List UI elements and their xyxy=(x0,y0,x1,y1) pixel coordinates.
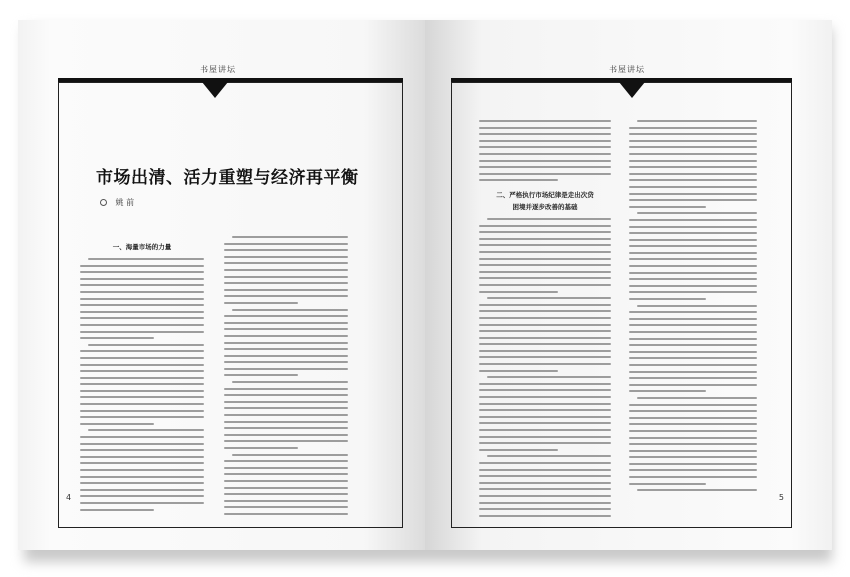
header-triangle-icon xyxy=(619,82,645,98)
text-line xyxy=(629,166,757,168)
body-text-column xyxy=(479,120,611,186)
text-line xyxy=(80,436,204,438)
text-line xyxy=(479,389,611,391)
text-line xyxy=(629,173,757,175)
text-line xyxy=(479,462,611,464)
text-line xyxy=(88,344,204,346)
text-line xyxy=(479,350,611,352)
text-line xyxy=(80,449,204,451)
text-line xyxy=(487,218,611,220)
text-line xyxy=(629,265,757,267)
text-line xyxy=(479,515,611,517)
text-line xyxy=(629,371,757,373)
text-line xyxy=(224,282,348,284)
author-name: 姚 前 xyxy=(115,198,135,207)
text-line xyxy=(224,480,348,482)
text-line xyxy=(629,377,757,379)
text-line xyxy=(479,508,611,510)
text-line xyxy=(629,404,757,406)
text-line xyxy=(80,456,204,458)
text-line xyxy=(80,357,204,359)
body-text-column xyxy=(629,120,757,496)
text-line xyxy=(629,437,757,439)
text-line xyxy=(479,422,611,424)
text-line xyxy=(479,310,611,312)
text-line xyxy=(224,440,348,442)
section-label: 书屋讲坛 xyxy=(200,65,236,74)
text-line xyxy=(88,429,204,431)
text-line xyxy=(232,381,348,383)
text-line xyxy=(80,482,204,484)
text-line xyxy=(629,331,757,333)
text-line xyxy=(80,416,204,418)
text-line xyxy=(232,454,348,456)
text-line xyxy=(479,343,611,345)
text-line xyxy=(80,324,204,326)
text-line xyxy=(479,363,611,365)
text-line xyxy=(629,351,757,353)
text-line xyxy=(637,397,757,399)
text-line xyxy=(224,513,348,515)
text-line xyxy=(224,348,348,350)
text-line xyxy=(80,443,204,445)
text-line xyxy=(479,495,611,497)
text-line xyxy=(80,403,204,405)
text-line xyxy=(479,258,611,260)
text-line xyxy=(80,350,204,352)
body-text-column xyxy=(479,218,611,521)
article-title: 市场出清、活力重塑与经济再平衡 xyxy=(96,168,359,188)
text-line xyxy=(487,376,611,378)
text-line xyxy=(629,160,757,162)
text-line xyxy=(224,374,298,376)
text-line xyxy=(224,262,348,264)
text-line xyxy=(80,396,204,398)
text-line xyxy=(224,315,348,317)
author-row xyxy=(100,197,134,208)
left-page xyxy=(18,20,425,550)
text-line xyxy=(629,127,757,129)
text-line xyxy=(80,489,204,491)
page-number: 5 xyxy=(778,493,784,502)
text-line xyxy=(224,487,348,489)
text-line xyxy=(629,311,757,313)
page-number: 4 xyxy=(66,493,72,502)
text-line xyxy=(629,239,757,241)
text-line xyxy=(629,476,757,478)
text-line xyxy=(479,251,611,253)
text-line xyxy=(80,337,154,339)
header-triangle-icon xyxy=(202,82,228,98)
text-line xyxy=(224,355,348,357)
text-line xyxy=(80,311,204,313)
magazine-spread xyxy=(18,20,832,560)
text-line xyxy=(479,244,611,246)
text-line xyxy=(629,384,757,386)
text-line xyxy=(224,289,348,291)
text-line xyxy=(629,232,757,234)
text-line xyxy=(224,256,348,258)
text-line xyxy=(629,456,757,458)
text-line xyxy=(479,291,558,293)
text-line xyxy=(224,421,348,423)
text-line xyxy=(224,295,348,297)
text-line xyxy=(629,344,757,346)
text-line xyxy=(232,236,348,238)
text-line xyxy=(629,278,757,280)
text-line xyxy=(224,473,348,475)
text-line xyxy=(629,430,757,432)
text-line xyxy=(479,442,611,444)
text-line xyxy=(80,469,204,471)
text-line xyxy=(479,133,611,135)
text-line xyxy=(80,331,204,333)
text-line xyxy=(479,264,611,266)
text-line xyxy=(629,272,757,274)
text-line xyxy=(479,238,611,240)
text-line xyxy=(479,416,611,418)
text-line xyxy=(479,449,558,451)
text-line xyxy=(637,120,757,122)
text-line xyxy=(224,342,348,344)
text-line xyxy=(80,410,204,412)
text-line xyxy=(479,502,611,504)
text-line xyxy=(479,403,611,405)
column-heading-line: 困境并逐步改善的基础 xyxy=(512,203,578,211)
text-line xyxy=(479,488,611,490)
author-bullet-icon xyxy=(100,199,107,206)
text-line xyxy=(629,357,757,359)
text-line xyxy=(629,146,757,148)
text-line xyxy=(224,407,348,409)
text-line xyxy=(629,285,757,287)
text-line xyxy=(629,199,757,201)
text-line xyxy=(629,245,757,247)
text-line xyxy=(629,193,757,195)
text-line xyxy=(80,304,204,306)
text-line xyxy=(224,506,348,508)
text-line xyxy=(232,309,348,311)
text-line xyxy=(224,447,298,449)
text-line xyxy=(629,390,706,392)
text-line xyxy=(479,436,611,438)
text-line xyxy=(224,302,298,304)
text-line xyxy=(224,401,348,403)
text-line xyxy=(224,434,348,436)
text-line xyxy=(224,249,348,251)
text-line xyxy=(629,206,706,208)
text-line xyxy=(479,277,611,279)
text-line xyxy=(224,328,348,330)
column-heading: 一、海量市场的力量 xyxy=(112,243,172,251)
text-line xyxy=(80,291,204,293)
text-line xyxy=(224,414,348,416)
text-line xyxy=(629,153,757,155)
text-line xyxy=(479,469,611,471)
text-line xyxy=(637,489,757,491)
text-line xyxy=(479,120,611,122)
text-line xyxy=(479,337,611,339)
text-line xyxy=(629,324,757,326)
text-line xyxy=(80,317,204,319)
text-line xyxy=(629,410,757,412)
text-line xyxy=(224,361,348,363)
text-line xyxy=(224,467,348,469)
text-line xyxy=(629,252,757,254)
text-line xyxy=(479,173,611,175)
text-line xyxy=(637,305,757,307)
text-line xyxy=(80,278,204,280)
text-line xyxy=(629,291,757,293)
text-line xyxy=(80,364,204,366)
text-line xyxy=(479,153,611,155)
text-line xyxy=(80,495,204,497)
text-line xyxy=(224,276,348,278)
text-line xyxy=(629,133,757,135)
text-line xyxy=(479,284,611,286)
text-line xyxy=(479,370,558,372)
text-line xyxy=(224,394,348,396)
text-line xyxy=(224,335,348,337)
text-line xyxy=(629,463,757,465)
text-line xyxy=(479,429,611,431)
right-page xyxy=(425,20,832,550)
text-line xyxy=(224,269,348,271)
text-line xyxy=(629,258,757,260)
text-line xyxy=(80,390,204,392)
text-line xyxy=(629,226,757,228)
text-line xyxy=(80,476,204,478)
text-line xyxy=(629,483,706,485)
text-line xyxy=(479,231,611,233)
body-text-column xyxy=(224,236,348,520)
text-line xyxy=(629,364,757,366)
text-line xyxy=(224,243,348,245)
section-label: 书屋讲坛 xyxy=(609,65,645,74)
text-line xyxy=(80,265,204,267)
column-heading-line: 二、严格执行市场纪律是走出次贷 xyxy=(496,191,594,199)
text-line xyxy=(479,304,611,306)
text-line xyxy=(629,443,757,445)
text-line xyxy=(479,127,611,129)
text-line xyxy=(479,356,611,358)
text-line xyxy=(479,146,611,148)
text-line xyxy=(479,225,611,227)
text-line xyxy=(629,179,757,181)
text-line xyxy=(80,383,204,385)
text-line xyxy=(479,330,611,332)
text-line xyxy=(80,377,204,379)
text-line xyxy=(629,219,757,221)
text-line xyxy=(80,423,154,425)
text-line xyxy=(487,455,611,457)
text-line xyxy=(629,417,757,419)
body-text-column xyxy=(80,258,204,515)
text-line xyxy=(80,502,204,504)
text-line xyxy=(224,388,348,390)
text-line xyxy=(479,140,611,142)
text-line xyxy=(479,482,611,484)
text-line xyxy=(629,450,757,452)
text-line xyxy=(629,469,757,471)
text-line xyxy=(479,317,611,319)
text-line xyxy=(88,258,204,260)
text-line xyxy=(224,427,348,429)
text-line xyxy=(629,423,757,425)
text-line xyxy=(479,179,558,181)
text-line xyxy=(479,383,611,385)
text-line xyxy=(629,318,757,320)
text-line xyxy=(80,271,204,273)
text-line xyxy=(80,462,204,464)
text-line xyxy=(479,324,611,326)
text-line xyxy=(80,298,204,300)
text-line xyxy=(629,186,757,188)
text-line xyxy=(479,166,611,168)
text-line xyxy=(224,322,348,324)
column-heading xyxy=(479,190,611,211)
text-line xyxy=(479,475,611,477)
text-line xyxy=(487,297,611,299)
text-line xyxy=(479,271,611,273)
text-line xyxy=(80,509,154,511)
text-line xyxy=(637,212,757,214)
text-line xyxy=(224,368,348,370)
text-line xyxy=(479,409,611,411)
text-line xyxy=(224,460,348,462)
text-line xyxy=(629,338,757,340)
text-line xyxy=(224,500,348,502)
text-line xyxy=(80,284,204,286)
text-line xyxy=(80,370,204,372)
text-line xyxy=(629,140,757,142)
text-line xyxy=(479,160,611,162)
text-line xyxy=(479,396,611,398)
text-line xyxy=(224,493,348,495)
text-line xyxy=(629,298,706,300)
